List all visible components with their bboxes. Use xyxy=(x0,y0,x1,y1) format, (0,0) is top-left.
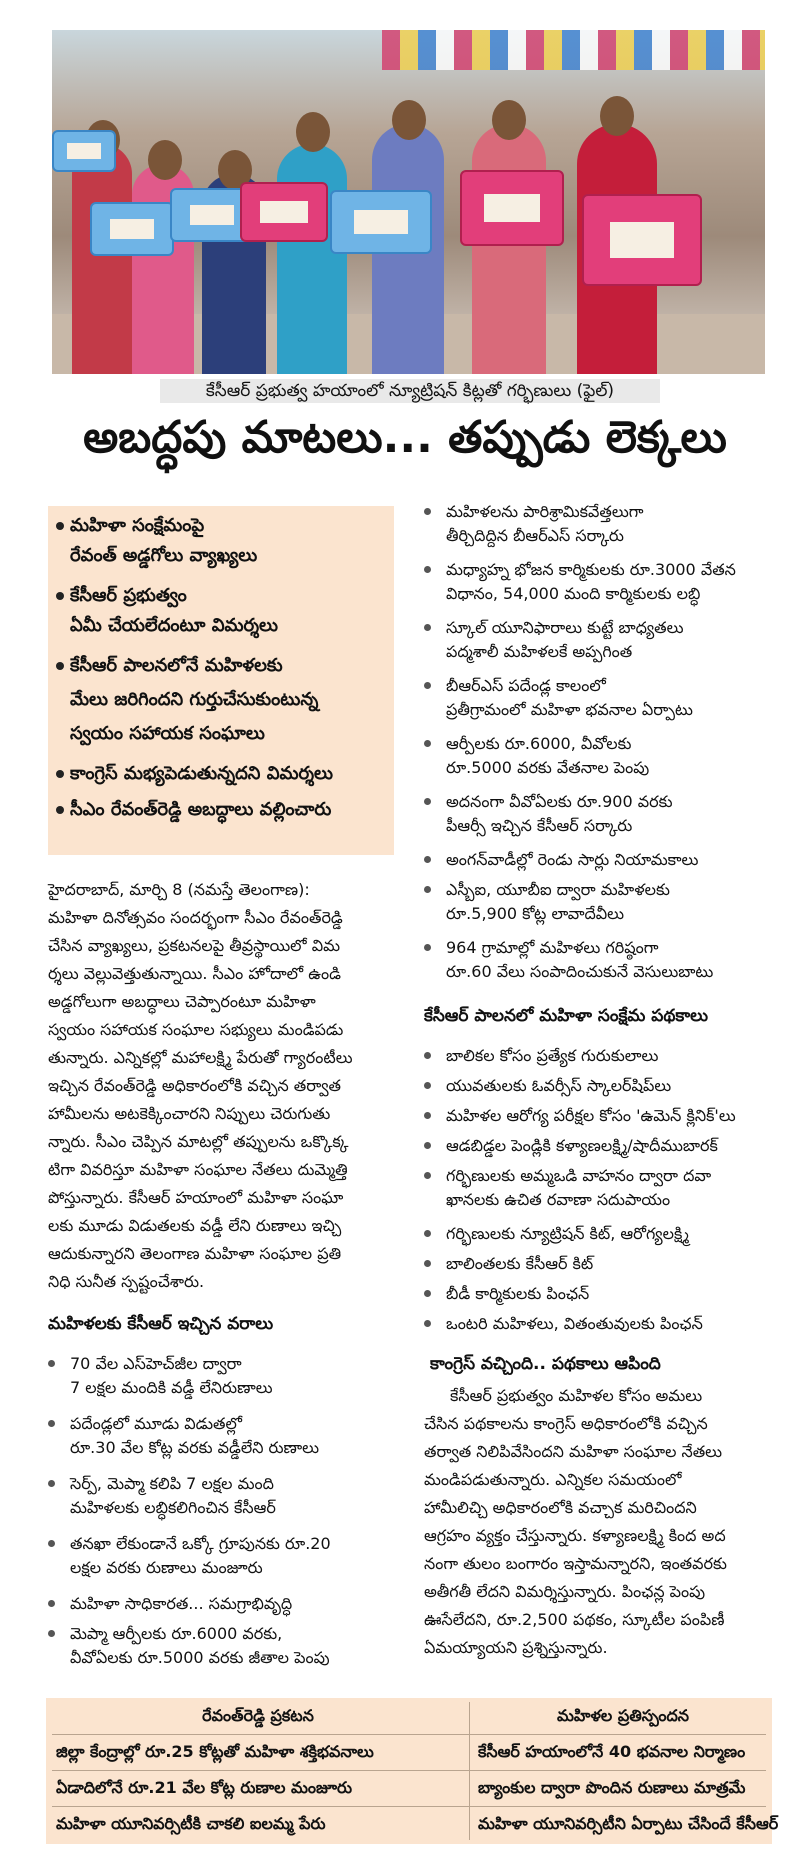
table-header-women-response: మహిళల ప్రతిస్పందన xyxy=(556,1706,690,1725)
photo-person-head xyxy=(148,140,182,180)
body-line: చేసిన వ్యాఖ్యలు, ప్రకటనలపై తీవ్రస్థాయిలో విమ xyxy=(48,936,341,955)
bullet-icon xyxy=(424,1260,431,1267)
bullet-icon xyxy=(424,740,431,747)
comparison-table xyxy=(46,1698,779,1844)
list-item: బీఆర్ఎస్ పదేండ్ల కాలంలో ప్రతీగ్రామంలో మహిళా భవనాల ఏర్పాటు xyxy=(424,674,693,722)
bullet-icon xyxy=(424,1320,431,1327)
body-line: ఆగ్రహం వ్యక్తం చేస్తున్నారు. కళ్యాణలక్ష్మి కింద అద xyxy=(424,1526,726,1545)
table-row-divider xyxy=(52,1734,766,1735)
table-cell: మహిళా యూనివర్సిటీని ఏర్పాటు చేసిందే కేసీఆర్ xyxy=(478,1814,779,1833)
nutrition-kit-basket xyxy=(460,170,564,246)
bullet-icon xyxy=(424,624,431,631)
bullet-icon xyxy=(424,1082,431,1089)
body-line: నంగా తులం బంగారం ఇస్తామన్నారని, ఇంతవరకు xyxy=(424,1554,727,1573)
list-item: ఎస్బీఐ, యూబీఐ ద్వారా మహిళలకు రూ.5,900 కోట్ల లావాదేవీలు xyxy=(424,878,670,926)
bullet-icon xyxy=(424,1290,431,1297)
headline: అబద్ధపు మాటలు... తప్పుడు లెక్కలు xyxy=(83,412,727,463)
bullet-icon xyxy=(48,1540,55,1547)
nutrition-kit-basket xyxy=(90,202,174,256)
body-line: హామీలను అటకెక్కించారని నిప్పులు చెరుగుతు xyxy=(48,1104,331,1123)
highlight-item: కేసీఆర్ ప్రభుత్వం xyxy=(56,584,187,608)
nutrition-kit-basket xyxy=(52,130,116,172)
list-item: గర్భిణులకు న్యూట్రిషన్ కిట్, ఆరోగ్యలక్ష్మి xyxy=(424,1222,689,1246)
bullet-icon xyxy=(424,508,431,515)
bullet-icon xyxy=(424,886,431,893)
body-line: మహిళా దినోత్సవం సందర్భంగా సీఎం రేవంత్‌రెడ్డి xyxy=(48,908,343,927)
bullet-icon xyxy=(424,1142,431,1149)
body-line: ఏమయ్యాయని ప్రశ్నిస్తున్నారు. xyxy=(424,1638,608,1657)
highlight-item-cont: రేవంత్ అడ్డగోలు వ్యాఖ్యలు xyxy=(70,545,258,566)
photo-person xyxy=(277,144,347,374)
table-cell: ఏడాదిలోనే రూ.21 వేల కోట్ల రుణాల మంజూరు xyxy=(56,1778,353,1797)
list-item: బాలింతలకు కేసీఆర్ కిట్ xyxy=(424,1252,593,1276)
body-line: హామీలిచ్చి అధికారంలోకి వచ్చాక మరిచిందని xyxy=(424,1498,697,1517)
body-line: స్వయం సహాయక సంఘాల సభ్యులు మండిపడు xyxy=(48,1020,344,1039)
body-line: ఇచ్చిన రేవంత్‌రెడ్డి అధికారంలోకి వచ్చిన తర్వాత xyxy=(48,1076,341,1095)
list-item: మహిళా సాధికారత... సమగ్రాభివృద్ధి xyxy=(48,1592,292,1616)
list-item: పదేండ్లలో మూడు విడుతల్లో రూ.30 వేల కోట్ల వరకు వడ్డీలేని రుణాలు xyxy=(48,1412,319,1460)
body-line: నిధి సునీత స్పష్టంచేశారు. xyxy=(48,1272,205,1291)
bullet-icon xyxy=(424,798,431,805)
highlights-box xyxy=(48,506,394,855)
bullet-icon xyxy=(48,1480,55,1487)
list-item: బీడీ కార్మికులకు పింఛన్ xyxy=(424,1282,589,1306)
bullet-icon xyxy=(424,944,431,951)
section-heading-welfare-schemes: కేసీఆర్ పాలనలో మహిళా సంక్షేమ పథకాలు xyxy=(424,1006,709,1026)
body-line: ర్శలు వెల్లువెత్తుతున్నాయి. సీఎం హోదాలో ఉండి xyxy=(48,964,341,983)
nutrition-kit-basket xyxy=(582,194,702,286)
list-item: ఆడబిడ్డల పెండ్లికి కళ్యాణలక్ష్మి/షాదీముబారక్ xyxy=(424,1134,718,1158)
list-item: గర్భిణులకు అమ్మఒడి వాహనం ద్వారా దవా ఖానలకు ఉచిత రవాణా సదుపాయం xyxy=(424,1164,711,1212)
list-item: సెర్ప్, మెప్మా కలిపి 7 లక్షల మంది మహిళలకు లబ్ధికలిగించిన కేసీఆర్ xyxy=(48,1472,276,1520)
bullet-icon xyxy=(424,1230,431,1237)
photo-person-head xyxy=(600,96,634,136)
photo-caption: కేసీఆర్ ప్రభుత్వ హయాంలో న్యూట్రిషన్ కిట్లతో గర్భిణులు (ఫైల్) xyxy=(160,379,660,403)
table-cell: కేసీఆర్ హయాంలోనే 40 భవనాల నిర్మాణం xyxy=(478,1742,746,1761)
table-row-divider xyxy=(52,1806,766,1807)
highlight-item-cont: స్వయం సహాయక సంఘాలు xyxy=(70,723,265,744)
body-line: కేసీఆర్ ప్రభుత్వం మహిళల కోసం అమలు xyxy=(450,1386,703,1405)
list-item: యువతులకు ఓవర్సీస్ స్కాలర్‌షిప్‌లు xyxy=(424,1074,671,1098)
table-cell: జిల్లా కేంద్రాల్లో రూ.25 కోట్లతో మహిళా శక్తిభవనాలు xyxy=(56,1742,374,1761)
bullet-icon xyxy=(424,566,431,573)
list-item: స్కూల్ యూనిఫారాలు కుట్టే బాధ్యతలు పద్మశాలీ మహిళలకే అప్పగింత xyxy=(424,616,684,664)
photo-person xyxy=(472,124,546,374)
list-item: మహిళల ఆరోగ్య పరీక్షల కోసం 'ఉమెన్ క్లినిక్'లు xyxy=(424,1104,736,1128)
list-item: ఒంటరి మహిళలు, వితంతువులకు పింఛన్ xyxy=(424,1312,703,1336)
list-item: తనఖా లేకుండానే ఒక్కో గ్రూపునకు రూ.20 లక్షల వరకు రుణాలు మంజూరు xyxy=(48,1532,331,1580)
highlight-item: మహిళా సంక్షేమంపై xyxy=(56,514,204,538)
table-column-divider xyxy=(469,1702,470,1840)
body-line: మండిపడుతున్నారు. ఎన్నికల సమయంలో xyxy=(424,1470,682,1489)
body-line: తున్నారు. ఎన్నికల్లో మహాలక్ష్మి పేరుతో గ్యారంటీలు xyxy=(48,1048,353,1067)
section-heading-congress-stopped: కాంగ్రెస్ వచ్చింది.. పథకాలు ఆపింది xyxy=(430,1354,661,1374)
list-item: మధ్యాహ్న భోజన కార్మికులకు రూ.3000 వేతన విధానం, 54,000 మంది కార్మికులకు లబ్ధి xyxy=(424,558,736,606)
body-line: అతీగతీ లేదని విమర్శిస్తున్నారు. పింఛన్ల పెంపు xyxy=(424,1582,706,1601)
body-line: హైదరాబాద్, మార్చి 8 (నమస్తే తెలంగాణ): xyxy=(48,880,310,899)
body-line: చేసిన పథకాలను కాంగ్రెస్ అధికారంలోకి వచ్చిన xyxy=(424,1414,708,1433)
bullet-icon xyxy=(56,806,64,814)
nutrition-kit-basket xyxy=(330,190,432,254)
bullet-icon xyxy=(424,1172,431,1179)
highlight-item: కేసీఆర్ పాలనలోనే మహిళలకు xyxy=(56,654,283,678)
bullet-icon xyxy=(56,770,64,778)
list-item: 964 గ్రామాల్లో మహిళలు గరిష్ఠంగా రూ.60 వేలు సంపాదించుకునే వెసులుబాటు xyxy=(424,936,713,984)
list-item: అదనంగా వీవోఏలకు రూ.900 వరకు పీఆర్సీ ఇచ్చిన కేసీఆర్ సర్కారు xyxy=(424,790,672,838)
body-line: తర్వాత నిలిపివేసిందని మహిళా సంఘాల నేతలు xyxy=(424,1442,723,1461)
bullet-icon xyxy=(56,592,64,600)
section-heading-kcr-boons: మహిళలకు కేసీఆర్ ఇచ్చిన వరాలు xyxy=(48,1314,274,1334)
list-item: 70 వేల ఎస్‌హెచ్‌జీల ద్వారా 7 లక్షల మందికి వడ్డీ లేనిరుణాలు xyxy=(48,1352,273,1400)
body-line: న్నారు. సీఎం చెప్పిన మాటల్లో తప్పులను ఒక్కొక్క xyxy=(48,1132,349,1151)
bullet-icon xyxy=(424,1112,431,1119)
body-line: టిగా వివరిస్తూ మహిళా సంఘాల నేతలు దుమ్మెత్తి xyxy=(48,1160,348,1179)
highlight-item-cont: ఏమీ చేయలేదంటూ విమర్శలు xyxy=(70,615,279,636)
nutrition-kit-basket xyxy=(240,182,328,242)
list-item: బాలికల కోసం ప్రత్యేక గురుకులాలు xyxy=(424,1044,658,1068)
bullet-icon xyxy=(56,662,64,670)
bullet-icon xyxy=(56,522,64,530)
bullet-icon xyxy=(424,1052,431,1059)
table-header-revanth: రేవంత్‌రెడ్డి ప్రకటన xyxy=(202,1706,314,1725)
bullet-icon xyxy=(48,1360,55,1367)
highlight-item-cont: మేలు జరిగిందని గుర్తుచేసుకుంటున్న xyxy=(70,689,319,710)
photo-person-head xyxy=(392,100,426,140)
list-item: మెప్మా ఆర్పీలకు రూ.6000 వరకు, వీవోఏలకు రూ.5000 వరకు జీతాల పెంపు xyxy=(48,1622,330,1670)
bullet-icon xyxy=(48,1600,55,1607)
photo-person-head xyxy=(492,100,526,140)
news-photo xyxy=(52,30,765,374)
body-line: అడ్డగోలుగా అబద్ధాలు చెప్పారంటూ మహిళా xyxy=(48,992,316,1011)
highlight-item: సీఎం రేవంత్‌రెడ్డి అబద్ధాలు వల్లించారు xyxy=(56,798,331,822)
table-cell: మహిళా యూనివర్సిటీకి చాకలి ఐలమ్మ పేరు xyxy=(56,1814,326,1833)
photo-person xyxy=(72,144,132,374)
photo-person-head xyxy=(296,112,330,152)
tent-canopy xyxy=(382,30,765,70)
highlight-item: కాంగ్రెస్ మభ్యపెడుతున్నదని విమర్శలు xyxy=(56,762,333,786)
body-line: ఆదుకున్నారని తెలంగాణ మహిళా సంఘాల ప్రతి xyxy=(48,1244,342,1263)
bullet-icon xyxy=(48,1420,55,1427)
table-row-divider xyxy=(52,1770,766,1771)
bullet-icon xyxy=(424,856,431,863)
list-item: మహిళలను పారిశ్రామికవేత్తలుగా తీర్చిదిద్దిన బీఆర్ఎస్ సర్కారు xyxy=(424,500,643,548)
table-cell: బ్యాంకుల ద్వారా పొందిన రుణాలు మాత్రమే xyxy=(478,1778,746,1797)
body-line: పోస్తున్నారు. కేసీఆర్ హయాంలో మహిళా సంఘా xyxy=(48,1188,344,1207)
bullet-icon xyxy=(48,1630,55,1637)
list-item: ఆర్పీలకు రూ.6000, వీవోలకు రూ.5000 వరకు వేతనాల పెంపు xyxy=(424,732,649,780)
body-line: లకు మూడు విడుతలకు వడ్డీ లేని రుణాలు ఇచ్చి xyxy=(48,1216,342,1235)
bullet-icon xyxy=(424,682,431,689)
list-item: అంగన్‌వాడీల్లో రెండు సార్లు నియామకాలు xyxy=(424,848,698,872)
body-line: ఊసేలేదని, రూ.2,500 పథకం, స్కూటీల పంపిణీ xyxy=(424,1610,725,1629)
